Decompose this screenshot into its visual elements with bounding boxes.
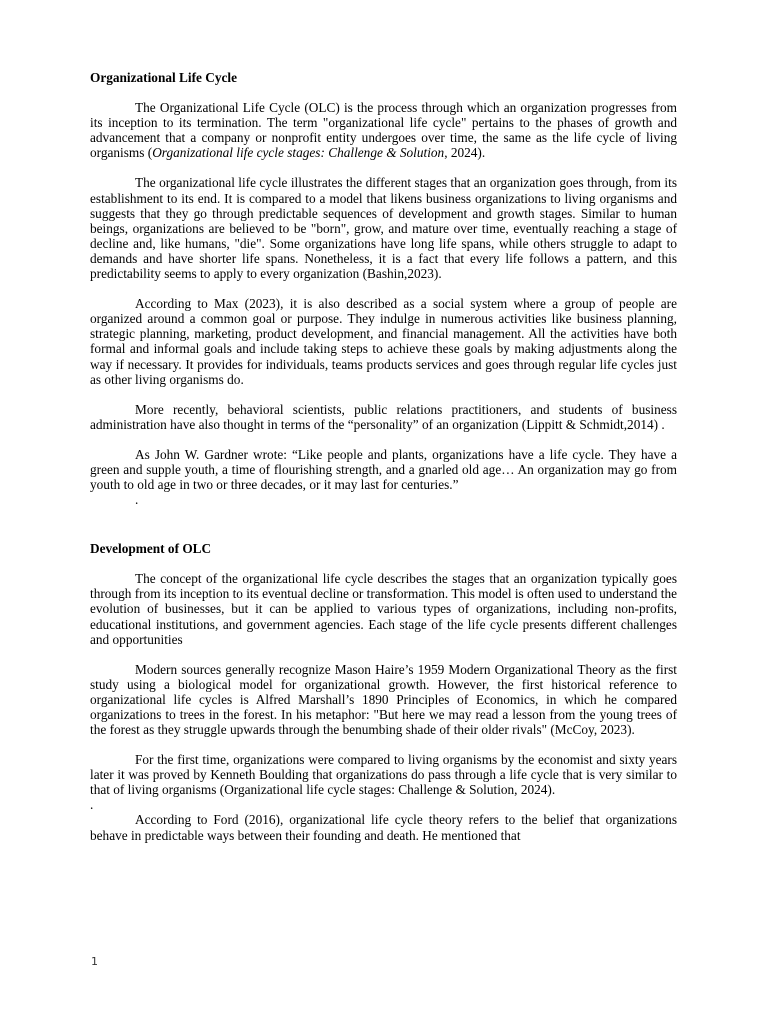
paragraph-ford: According to Ford (2016), organizational life cycle theory refers to the belief that organizations behave in predictable ways between their founding and death. He mentioned that [90,812,677,843]
paragraph-gardner-quote: As John W. Gardner wrote: “Like people and plants, organizations have a life cycle. They have a green and supple youth, a time of flourishing strength, and a gnarled old age… An organization may go from youth to old age in two or three decades, or it may last for centuries.” [90,446,677,493]
section-heading-development: Development of OLC [90,541,212,557]
paragraph-first-time: For the first time, organizations were compared to living organisms by the economist and sixty years later it was proved by Kenneth Boulding that organizations do pass through a life cycle that is very similar to that of living organisms (Organizational life cycle stages: Challenge & Solution, 2024). [90,752,677,798]
spacer [90,507,677,541]
stray-period: . [90,797,94,813]
paragraph-modern-sources: Modern sources generally recognize Mason Haire’s 1959 Modern Organizational Theory as the first study using a biological model for organizational growth. However, the first historical reference to organizational life cycles is Alfred Marshall’s 1890 Principles of Economics, in which he compared organizations to trees in the forest. In his metaphor: "But here we may read a lesson from the young trees of the forest as they struggle upwards through the benumbing shade of their older rivals" (McCoy, 2023). [90,661,677,738]
section-heading-olc: Organizational Life Cycle [90,70,237,85]
paragraph-olc-stages: The organizational life cycle illustrates the different stages that an organization goes through, from its establishment to its end. It is compared to a model that likens business organizations to living organisms and suggests that they go through predictable sequences of development and growth stages. Similar to human beings, organizations are believed to be "born", grow, and mature over time, eventually reaching a stage of decline and, like humans, "die". Some organizations have long life spans, while others struggle to adapt to demands and have shorter life spans. Nonetheless, it is a fact that every life follows a pattern, and this predictability seems to apply to every organization (Bashin,2023). [90,175,677,282]
paragraph-olc-definition [90,100,677,160]
paragraph-social-system: According to Max (2023), it is also described as a social system where a group of people are organized around a common goal or purpose. They indulge in numerous activities like business planning, strategic planning, marketing, product development, and financial management. All the activities have both formal and informal goals and include taking steps to achieve these goals by making adjustments along the way if necessary. It provides for individuals, teams products services and goes through regular life cycles just as other living organisms do. [90,296,677,387]
paragraph-personality: More recently, behavioral scientists, public relations practitioners, and students of business administration have also thought in terms of the “personality” of an organization (Lippitt & Schmidt,2014) . [90,401,677,432]
page-number: 1 [91,955,98,968]
stray-period: . [135,492,139,508]
paragraph-concept: The concept of the organizational life cycle describes the stages that an organization typically goes through from its inception to its eventual decline or transformation. This model is often used to understand the evolution of businesses, but it can be applied to various types of organizations, including non-profits, educational institutions, and government agencies. Each stage of the life cycle presents different challenges and opportunities [90,571,677,647]
citation-italic: Organizational life cycle stages: Challenge & Solution [152,145,445,161]
paragraph-text-end: , 2024). [444,145,486,161]
document-page [90,70,677,858]
paragraph-text: The Organizational Life Cycle (OLC) is the process through which an organization progresses from its inception to its termination. The term "organizational life cycle" pertains to the phases of growth and advancement that a company or nonprofit entity undergoes over time, the same as the life cycle of living organisms ( [90,100,677,161]
